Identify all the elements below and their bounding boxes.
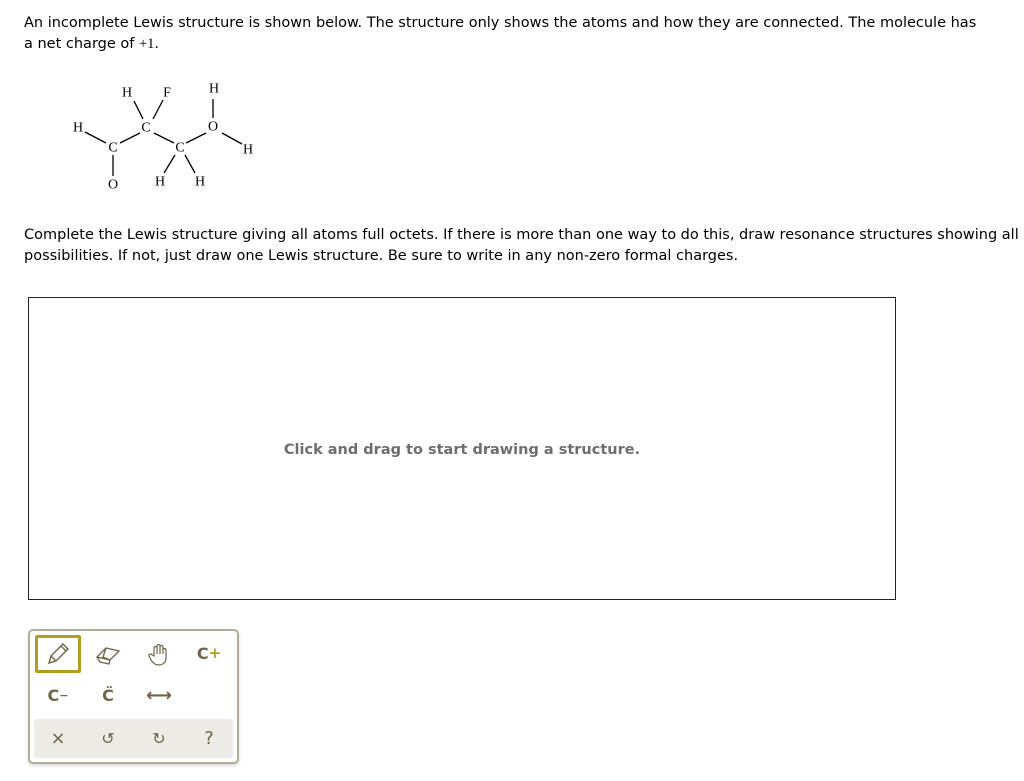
canvas-placeholder: Click and drag to start drawing a structure. [283, 441, 641, 458]
question-intro: An incomplete Lewis structure is shown below. The structure only shows the atoms and how they are connected. The molecule has a net charge of +1. [24, 15, 977, 52]
drawing-canvas[interactable] [28, 297, 896, 600]
eraser-tool-button[interactable] [86, 637, 130, 673]
redo-button[interactable]: ↻ [152, 728, 166, 748]
atom-c: C [141, 120, 151, 136]
atom-h: H [208, 81, 220, 97]
atom-h: H [72, 120, 84, 136]
atom-c: C [108, 140, 118, 156]
resonance-arrow-button[interactable]: ⟷ [146, 684, 172, 706]
net-charge: +1 [138, 36, 155, 52]
atom-o: O [207, 119, 219, 135]
atom-h: H [121, 85, 133, 101]
hand-icon [147, 643, 171, 667]
drawing-toolbar [28, 629, 239, 764]
atom-f: F [163, 85, 171, 101]
undo-button[interactable]: ↺ [101, 728, 115, 748]
help-button[interactable]: ? [204, 727, 214, 749]
bonds [85, 99, 242, 176]
move-tool-button[interactable] [137, 637, 181, 673]
atom-h: H [194, 174, 206, 190]
positive-charge-button[interactable]: C + [196, 643, 222, 663]
negative-charge-button[interactable]: C − [47, 685, 69, 705]
atom-h: H [242, 142, 254, 158]
pencil-icon [45, 641, 71, 667]
action-bar [34, 719, 233, 758]
pencil-tool-button[interactable] [35, 635, 81, 673]
atom-c: C [175, 140, 185, 156]
incomplete-lewis-structure [60, 75, 270, 200]
atom-o: O [107, 177, 119, 193]
clear-button[interactable]: × [50, 727, 66, 749]
instructions: Complete the Lewis structure giving all atoms full octets. If there is more than one way to do this, draw resonance structures showing all possibilities. If not, just draw one Lewis structure. Be sure to write in any non-zero formal charges. [24, 227, 1019, 264]
eraser-icon [94, 644, 122, 666]
atom-h: H [154, 174, 166, 190]
lone-pair-button[interactable]: C̈ [102, 685, 114, 705]
